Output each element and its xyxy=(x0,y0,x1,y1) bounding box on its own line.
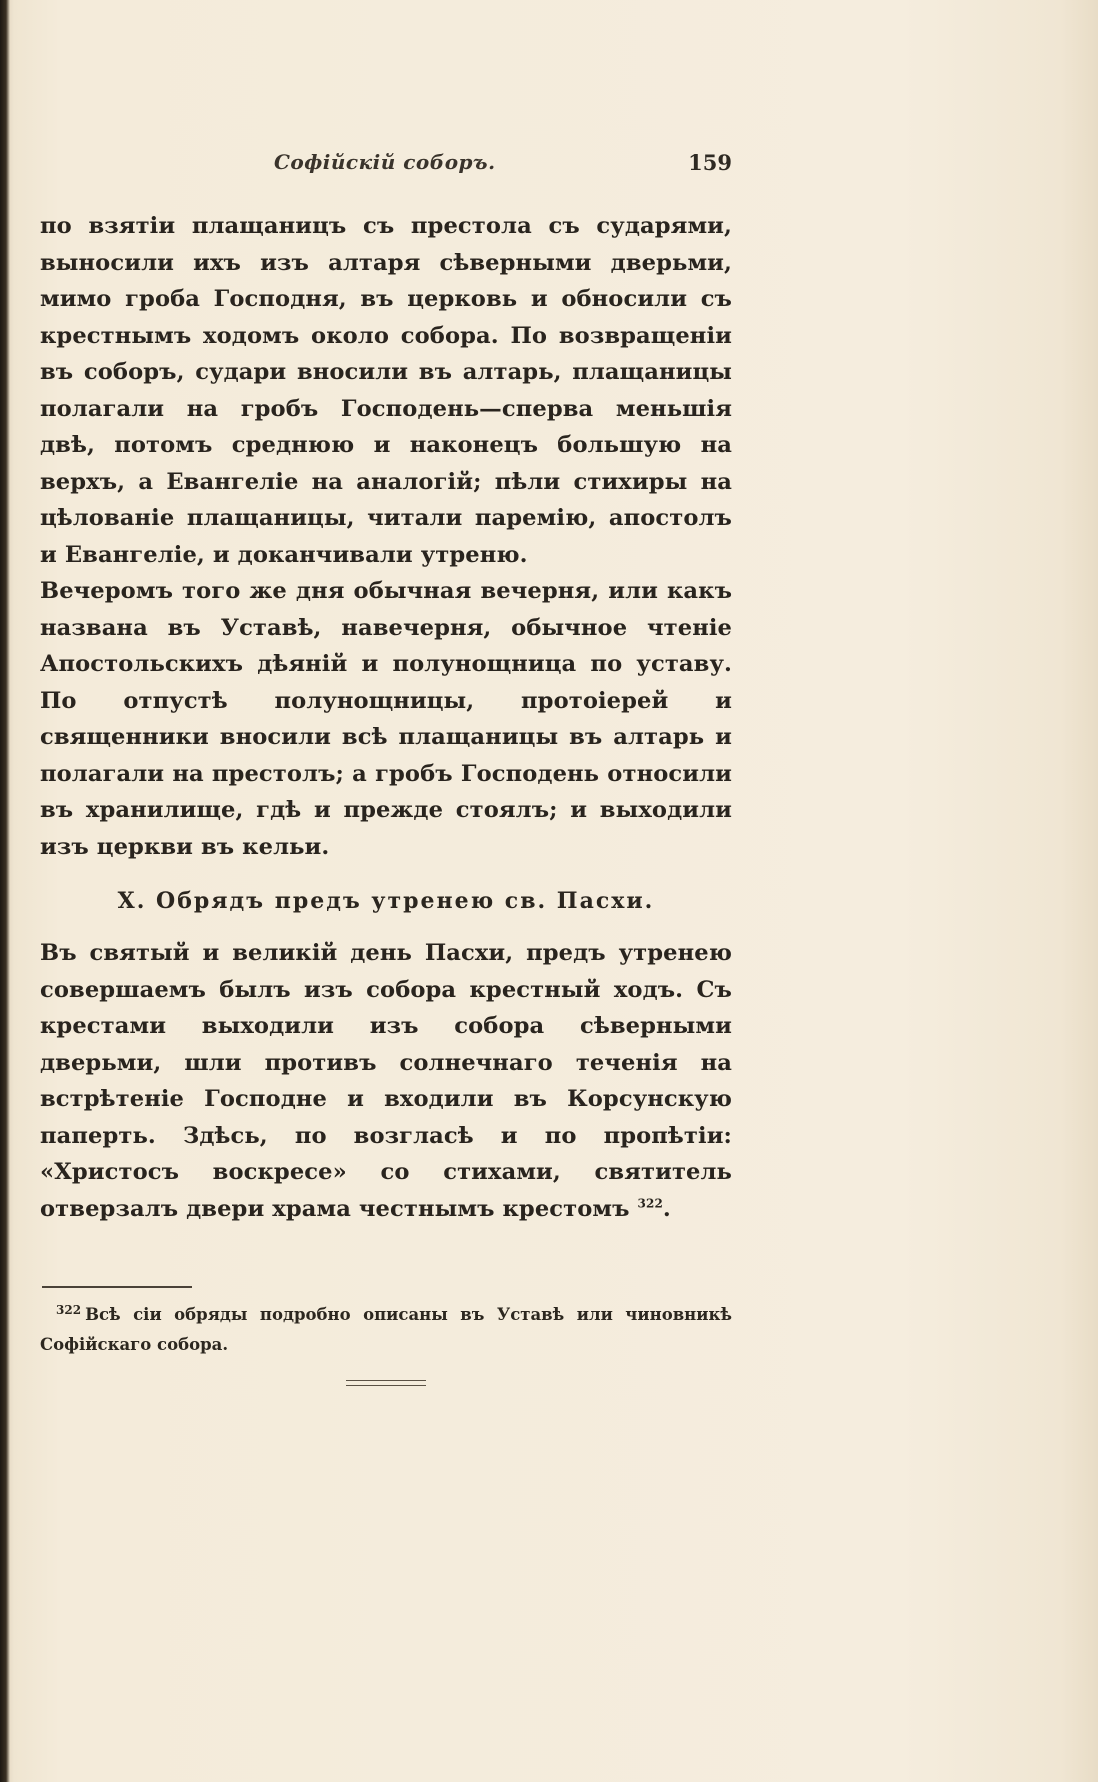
paragraph-evening: Вечеромъ того же дня обычная вечерня, или какъ названа въ Уставѣ, навечерня, обычное чтеніе Апостольскихъ дѣяній и полунощница по уставу. По отпустѣ полунощницы, протоіерей и священники вносили всѣ плащаницы въ алтарь и полагали на престолъ; а гробъ Господень относили въ хранилище, гдѣ и прежде стоялъ; и выходили изъ церкви въ кельи. xyxy=(40,578,732,860)
ornament-line-top xyxy=(346,1380,426,1381)
footnote-reference[interactable]: 322 xyxy=(637,1195,663,1210)
footnote-text: Всѣ сіи обряды подробно описаны въ Уставѣ или чиновникѣ Софійскаго собора. xyxy=(40,1305,732,1354)
footnote-number: 322 xyxy=(56,1302,82,1317)
running-title: Софійскій соборъ. xyxy=(274,150,496,174)
footnote xyxy=(40,1300,732,1360)
body-text xyxy=(40,208,732,1227)
running-head xyxy=(40,150,732,180)
book-spine-shadow xyxy=(0,0,10,1782)
section-heading: X. Обрядъ предъ утренею св. Пасхи. xyxy=(117,888,655,914)
footnote-rule xyxy=(42,1286,192,1288)
paragraph-easter xyxy=(40,935,732,1227)
page-number: 159 xyxy=(688,150,732,175)
ornament-line-bottom xyxy=(346,1385,426,1386)
page-content xyxy=(40,0,732,1782)
paragraph-continued: по взятіи плащаницъ съ престола съ сударями, выносили ихъ изъ алтаря сѣверными дверьми, мимо гроба Господня, въ церковь и обносили съ крестнымъ ходомъ около собора. По возвращеніи въ соборъ, судари вносили въ алтарь, плащаницы полагали на гробъ Господень—сперва меньшія двѣ, потомъ среднюю и наконецъ большую на верхъ, а Евангеліе на аналогій; пѣли стихиры на цѣлованіе плащаницы, читали паремію, апостолъ и Евангеліе, и доканчивали утреню. xyxy=(40,213,732,568)
paragraph-easter-end: . xyxy=(662,1195,671,1222)
paragraph-easter-text: Въ святый и великій день Пасхи, предъ утренею совершаемъ былъ изъ собора крестный ходъ. Съ крестами выходили изъ собора сѣверными дверьми, шли противъ солнечнаго теченія на встрѣтеніе Господне и входили въ Корсунскую паперть. Здѣсь, по возгласѣ и по пропѣтіи: «Христосъ воскресе» со стихами, святитель отверзалъ двери храма честнымъ крестомъ xyxy=(40,940,732,1222)
end-ornament xyxy=(346,1380,426,1388)
